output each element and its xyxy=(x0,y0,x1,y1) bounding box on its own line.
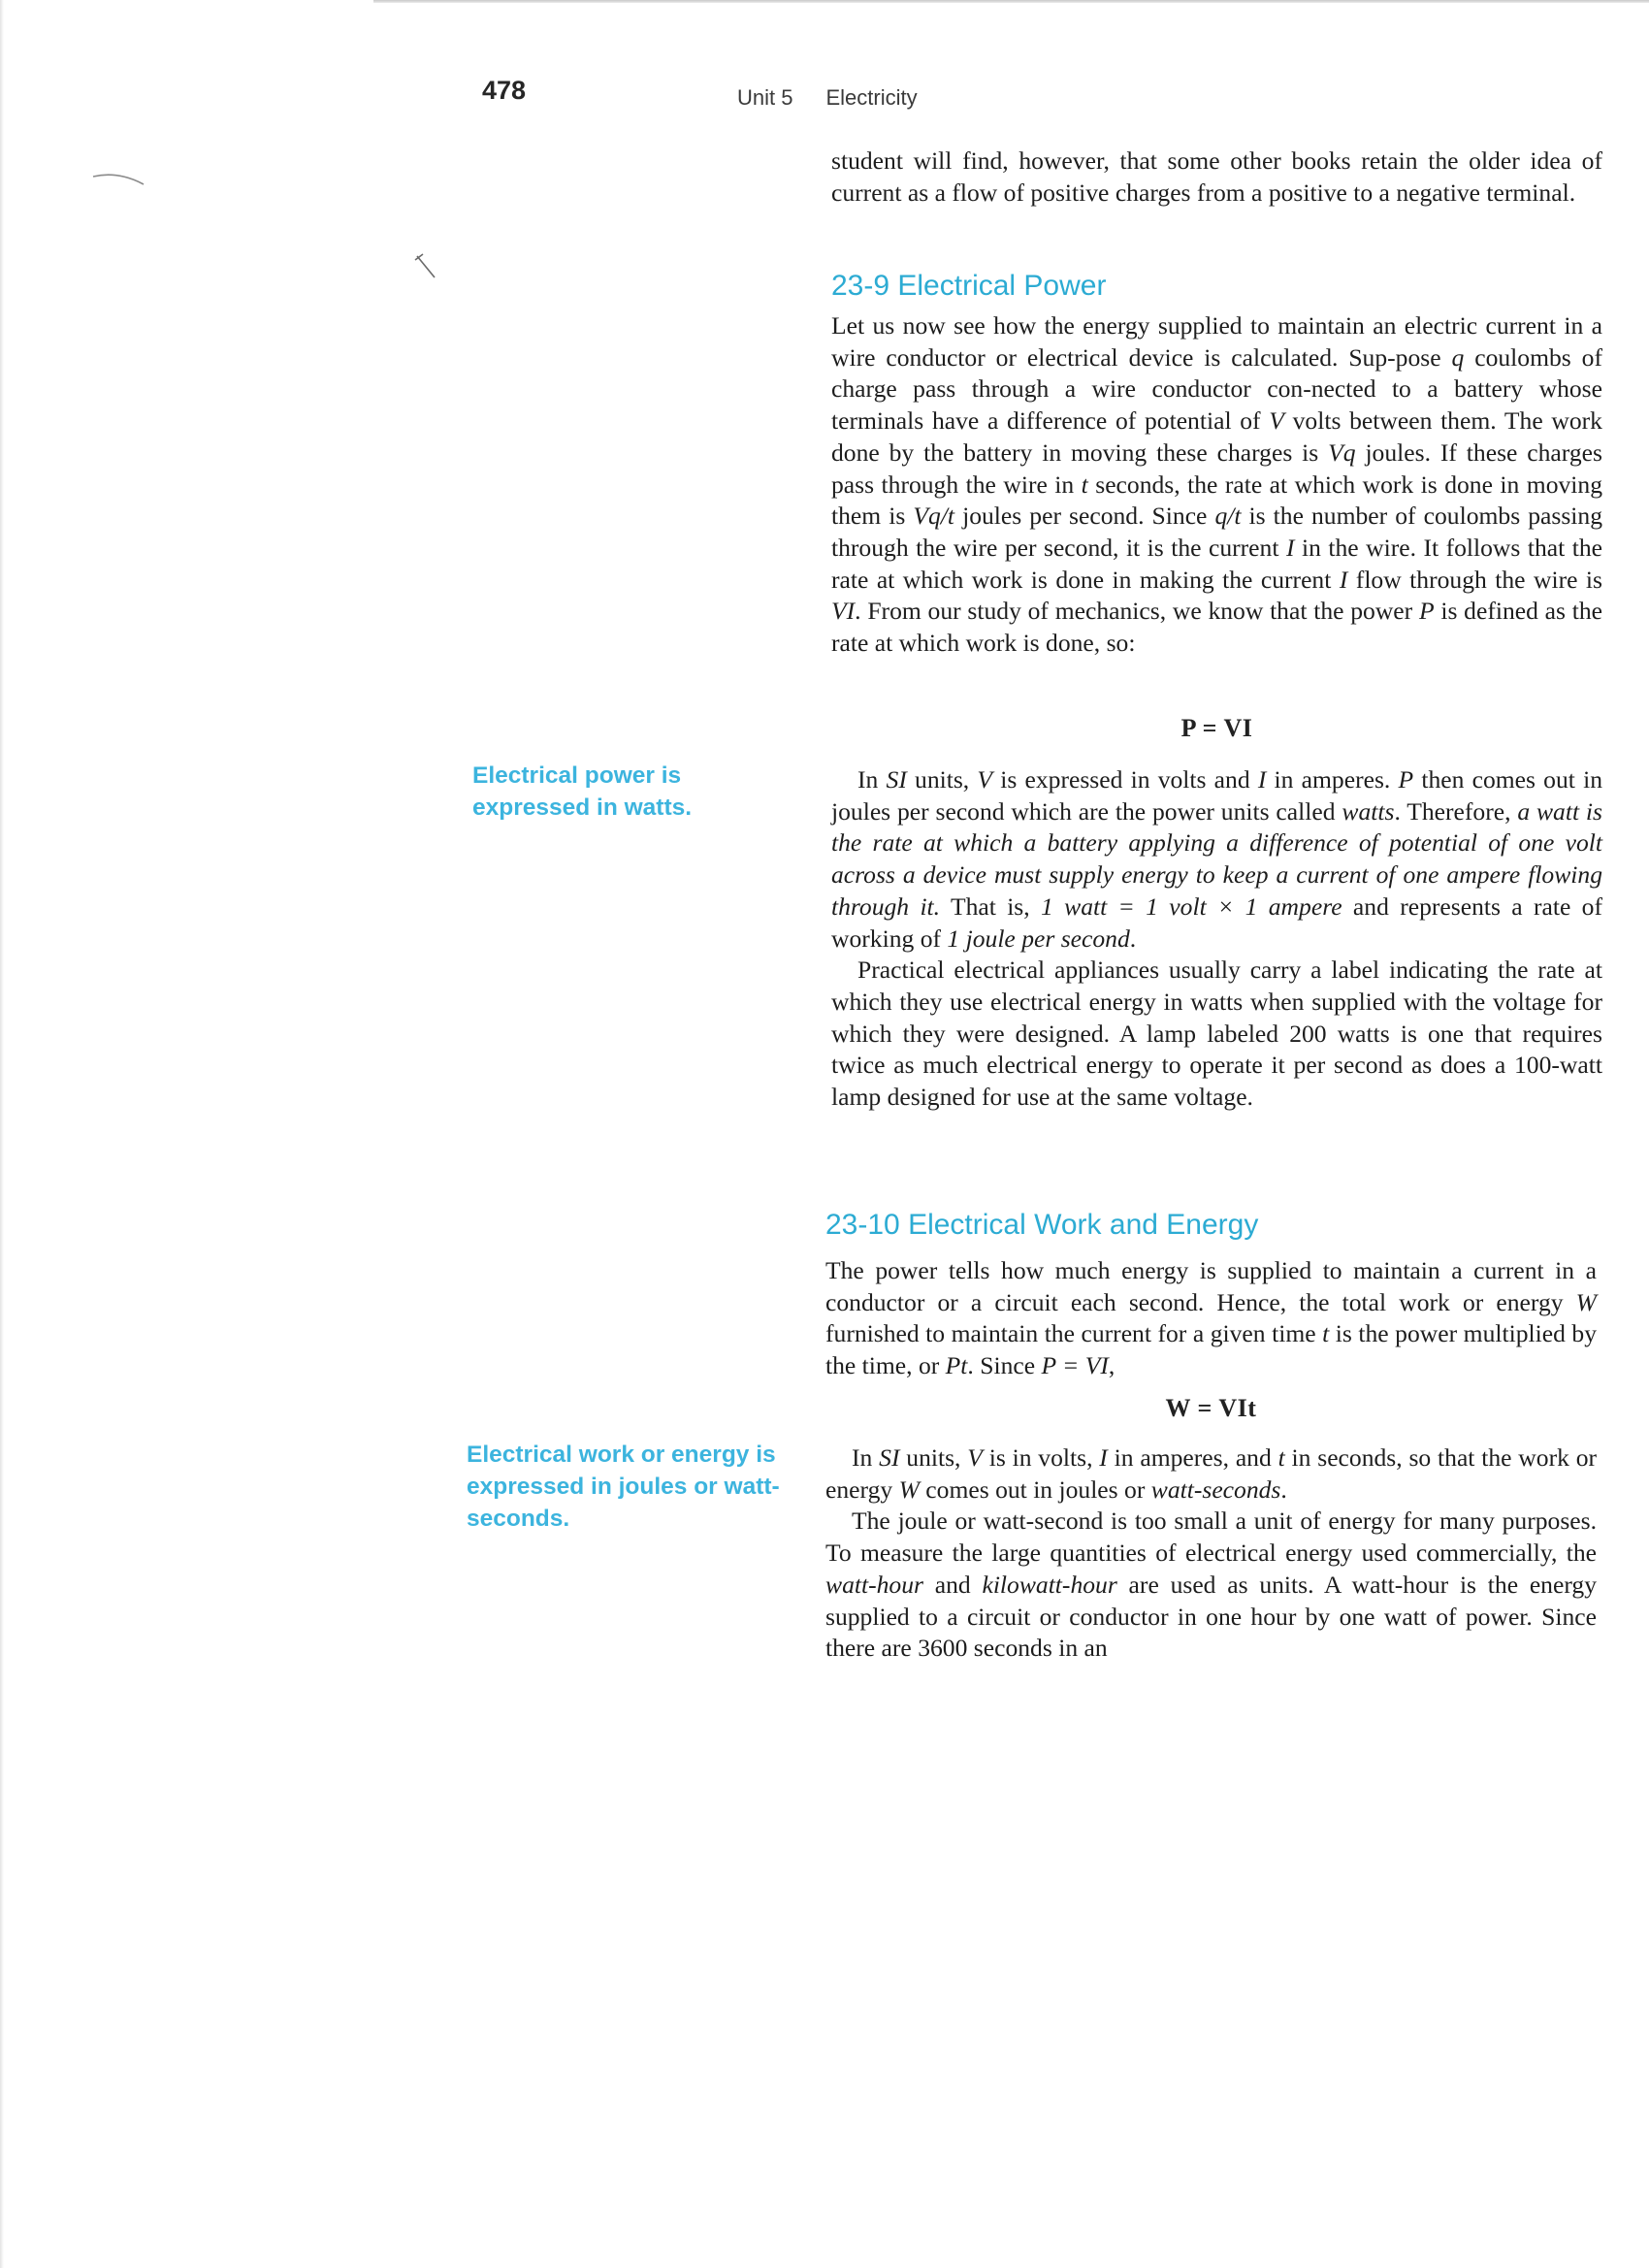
scan-edge xyxy=(373,0,1649,3)
equation-work: W = VIt xyxy=(1165,1394,1257,1422)
section-heading-electrical-power: 23-9 Electrical Power xyxy=(831,270,1107,302)
running-head xyxy=(737,85,918,111)
electrical-power-paragraph-3: Practical electrical appliances usually carry a label indicating the rate at which they use electrical energy in watts when supplied with the voltage for which they were designed. A lamp labeled 200 watts is one that requires twice as much electrical energy to operate it per second as does a 100-watt lamp designed for use at the same voltage. xyxy=(831,956,1602,1112)
running-head-title: Electricity xyxy=(825,85,918,110)
watt-definition: a watt is the rate at which a battery applying a difference of potential of one volt across a device must supply energy to keep a current of one ampere flowing through it. xyxy=(831,796,1602,921)
equation-power: P = VI xyxy=(1180,714,1253,742)
pencil-tick-mark xyxy=(411,250,440,283)
running-head-unit: Unit 5 xyxy=(737,85,793,110)
margin-note-work: Electrical work or energy is expressed in joules or watt-seconds. xyxy=(467,1442,780,1532)
page-number: 478 xyxy=(482,76,527,105)
electrical-work-paragraph-1: The power tells how much energy is supplied to maintain a current in a conductor or a circuit each second. Hence, the total work or energy W furnished to maintain the current for a given time t is the power multiplied by the time, or Pt. Since P = VI, xyxy=(825,1256,1597,1380)
electrical-power-paragraph-1: Let us now see how the energy supplied to maintain an electric current in a wire conductor or electrical device is calculated. Sup-pose q coulombs of charge pass through a wire conductor con-nected to a battery whose terminals have a difference of potential of V volts between them. The work done by the battery in moving these charges is Vq joules. If these charges pass through the wire in t seconds, the rate at which work is done in moving them is Vq/t joules per second. Since q/t is the number of coulombs passing through the wire per second, it is the current I in the wire. It follows that the rate at which work is done in making the current I flow through the wire is VI. From our study of mechanics, we know that the power P is defined as the rate at which work is done, so: xyxy=(831,311,1603,658)
pencil-stroke-mark xyxy=(89,163,147,190)
carryover-text: student will find, however, that some other books retain the older idea of current as a flow of positive charges from a positive to a negative terminal. xyxy=(831,146,1602,207)
carryover-paragraph xyxy=(831,146,1602,209)
scan-edge-left xyxy=(0,0,4,2268)
electrical-work-paragraph-2: In SI units, V is in volts, I in amperes, and t in seconds, so that the work or energy W comes out in joules or watt-seconds. The joule or watt-second is too small a unit of energy for many purposes. To measure the large quantities of electrical energy used commercially, the watt-hour and kilowatt-hour are used as units. A watt-hour is the energy supplied to a circuit or conductor in one hour by one watt of power. Since there are 3600 seconds in an xyxy=(825,1443,1598,1663)
section-heading-electrical-work-energy: 23-10 Electrical Work and Energy xyxy=(825,1209,1259,1241)
margin-note-power: Electrical power is expressed in watts. xyxy=(472,762,693,821)
electrical-power-paragraph-2: In SI units, V is expressed in volts and I in amperes. P then comes out in joules per second which are the power units called watts. Therefore, a watt is the rate at which a battery applying a difference of potential of one volt across a device must supply energy to keep a current of one ampere flowing through it. That is, 1 watt = 1 volt × 1 ampere and represents a rate of working of 1 joule per second. Practical electrical appliances usually carry a label indicating the rate at which they use electrical energy in watts when supplied with the voltage for which they were designed. A lamp labeled 200 watts is one that requires twice as much electrical energy to operate it per second as does a 100-watt lamp designed for use at the same voltage. xyxy=(831,764,1602,1114)
